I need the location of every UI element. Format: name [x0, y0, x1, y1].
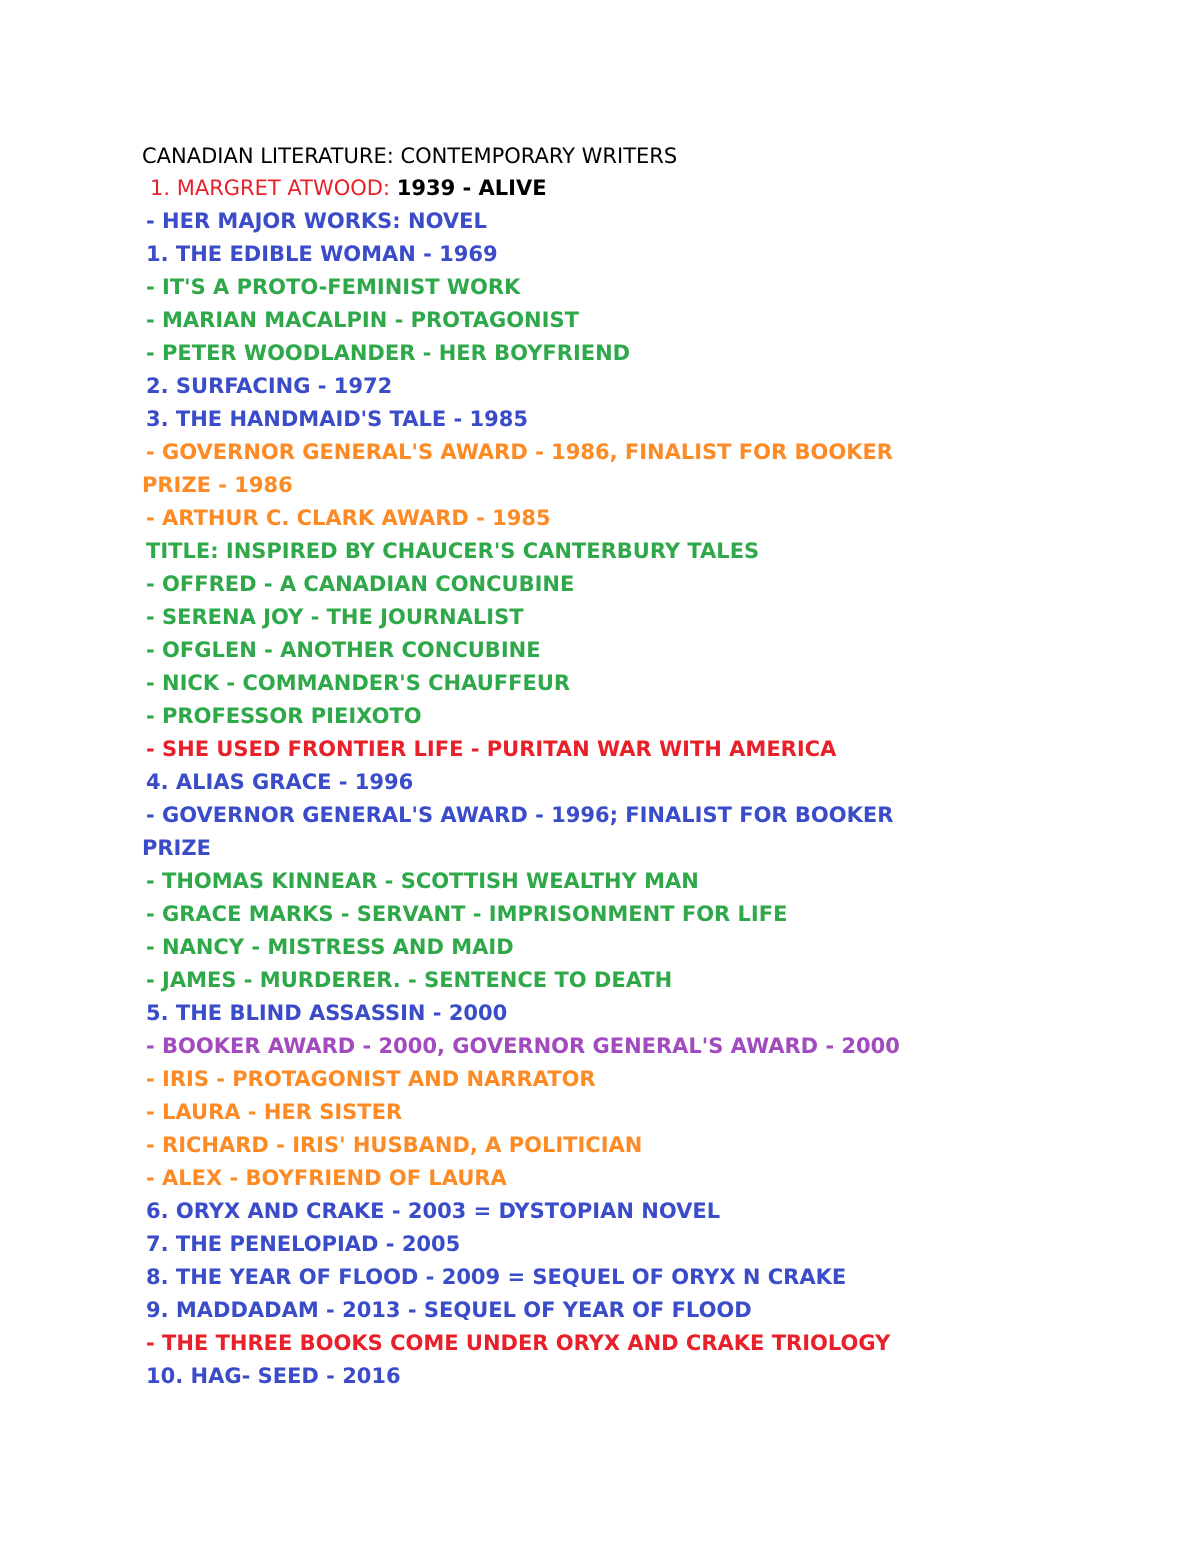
text-line: - HER MAJOR WORKS: NOVEL — [146, 209, 487, 233]
text-line: - MARIAN MACALPIN - PROTAGONIST — [146, 308, 579, 332]
text-line: 1. THE EDIBLE WOMAN - 1969 — [146, 242, 498, 266]
page-title: CANADIAN LITERATURE: CONTEMPORARY WRITERS — [142, 144, 678, 168]
text-line: - ALEX - BOYFRIEND OF LAURA — [146, 1166, 507, 1190]
text-line: - PROFESSOR PIEIXOTO — [146, 704, 422, 728]
text-line: PRIZE - 1986 — [142, 473, 293, 497]
text-line: - RICHARD - IRIS' HUSBAND, A POLITICIAN — [146, 1133, 643, 1157]
author-heading — [150, 174, 547, 202]
text-line: - ARTHUR C. CLARK AWARD - 1985 — [146, 506, 551, 530]
text-line: 7. THE PENELOPIAD - 2005 — [146, 1232, 461, 1256]
text-line: TITLE: INSPIRED BY CHAUCER'S CANTERBURY TALES — [146, 539, 760, 563]
text-line: - SHE USED FRONTIER LIFE - PURITAN WAR WITH AMERICA — [146, 737, 837, 761]
text-line: - OFGLEN - ANOTHER CONCUBINE — [146, 638, 541, 662]
text-line: 10. HAG- SEED - 2016 — [146, 1364, 401, 1388]
text-line: 2. SURFACING - 1972 — [146, 374, 393, 398]
text-line: - SERENA JOY - THE JOURNALIST — [146, 605, 524, 629]
author-years: 1939 - ALIVE — [396, 176, 547, 200]
text-line: - NICK - COMMANDER'S CHAUFFEUR — [146, 671, 571, 695]
text-line: - GRACE MARKS - SERVANT - IMPRISONMENT FOR LIFE — [146, 902, 788, 926]
text-line: 4. ALIAS GRACE - 1996 — [146, 770, 414, 794]
text-line: - THOMAS KINNEAR - SCOTTISH WEALTHY MAN — [146, 869, 699, 893]
text-line: 9. MADDADAM - 2013 - SEQUEL OF YEAR OF FLOOD — [146, 1298, 752, 1322]
text-line: 6. ORYX AND CRAKE - 2003 = DYSTOPIAN NOVEL — [146, 1199, 721, 1223]
text-line: 8. THE YEAR OF FLOOD - 2009 = SEQUEL OF ORYX N CRAKE — [146, 1265, 847, 1289]
text-line: - JAMES - MURDERER. - SENTENCE TO DEATH — [146, 968, 673, 992]
text-line: - THE THREE BOOKS COME UNDER ORYX AND CRAKE TRIOLOGY — [146, 1331, 891, 1355]
text-line: 3. THE HANDMAID'S TALE - 1985 — [146, 407, 529, 431]
author-name: 1. MARGRET ATWOOD: — [150, 176, 397, 200]
text-line: - GOVERNOR GENERAL'S AWARD - 1986, FINALIST FOR BOOKER — [146, 440, 893, 464]
text-line: 5. THE BLIND ASSASSIN - 2000 — [146, 1001, 508, 1025]
text-line: - PETER WOODLANDER - HER BOYFRIEND — [146, 341, 631, 365]
text-line: - GOVERNOR GENERAL'S AWARD - 1996; FINALIST FOR BOOKER — [146, 803, 894, 827]
text-line: - OFFRED - A CANADIAN CONCUBINE — [146, 572, 575, 596]
text-line: - BOOKER AWARD - 2000, GOVERNOR GENERAL'S AWARD - 2000 — [146, 1034, 900, 1058]
text-line: - NANCY - MISTRESS AND MAID — [146, 935, 514, 959]
text-line: PRIZE — [142, 836, 211, 860]
text-line: - IT'S A PROTO-FEMINIST WORK — [146, 275, 521, 299]
text-line: - IRIS - PROTAGONIST AND NARRATOR — [146, 1067, 596, 1091]
text-line: - LAURA - HER SISTER — [146, 1100, 403, 1124]
